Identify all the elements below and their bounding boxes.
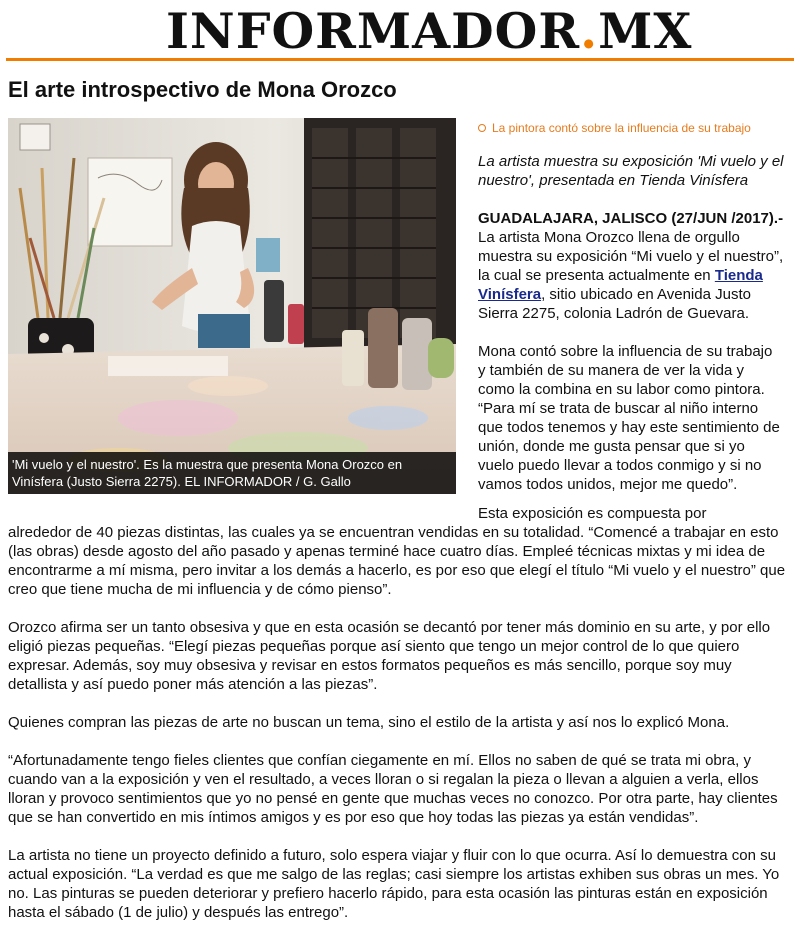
paragraph-1 xyxy=(478,209,784,323)
paragraph-6: “Afortunadamente tengo fieles clientes que confían ciegamente en mí. Ellos no saben de qué se trata mi obra, y cuando van a la exposición y ven el resultado, a veces lloran o si regalan la pieza o llevan a alguien a verla, ellos lloran y provoco sentimientos que yo no pensé en gente que muchas veces no conozco. Por otra parte, hay clientes que se han convertido en mis íntimos amigos y es por eso que hoy todas las piezas ya están vendidas”. xyxy=(8,752,778,826)
logo-main: INFORMADOR xyxy=(166,2,581,60)
paragraph-3-start: Esta exposición es compuesta por xyxy=(478,505,707,522)
paragraph-3 xyxy=(8,504,788,599)
article-sidebar-column xyxy=(478,120,784,494)
paragraph-3-rest: alrededor de 40 piezas distintas, las cuales ya se encuentran vendidas en su totalidad. “Comencé a trabajar en esto (las obras) desde agosto del año pasado y apenas terminé hace cuatro días. Empleé técnicas mixtas y mi idea de encontrarme a mí misma, pero invitar a los demás a hacerlo, es por eso que elegí el título “Mi vuelo y el nuestro” que creo que tiene mucha de mi influencia y de cómo pienso”. xyxy=(8,524,786,598)
logo-tld: MX xyxy=(598,2,693,60)
logo-dot: . xyxy=(580,2,599,60)
photo-caption: 'Mi vuelo y el nuestro'. Es la muestra que presenta Mona Orozco en Vinísfera (Justo Sierra 2275). EL INFORMADOR / G. Gallo xyxy=(8,452,456,494)
paragraph-5: Quienes compran las piezas de arte no buscan un tema, sino el estilo de la artista y así nos lo explicó Mona. xyxy=(8,714,730,731)
article-subtitle: La artista muestra su exposición 'Mi vuelo y el nuestro', presentada en Tienda Vinísfera xyxy=(478,153,784,189)
article-title: El arte introspectivo de Mona Orozco xyxy=(8,77,397,102)
related-link[interactable] xyxy=(478,120,784,136)
site-logo[interactable] xyxy=(166,4,692,58)
store-link[interactable]: Tienda Vinísfera xyxy=(478,267,763,303)
article-photo xyxy=(8,118,456,494)
paragraph-2: Mona contó sobre la influencia de su trabajo y también de su manera de ver la vida y como la combina en su labor como pintora. “Para mí se trata de buscar al niño interno que todos tenemos y hay este sentimiento de unión, donde me gusta pensar que si yo vuelo puedo llevar a todos conmigo y si no vamos todos unidos, mejor me quedo”. xyxy=(478,343,780,493)
masthead xyxy=(6,0,794,61)
paragraph-1-text-b: , sitio ubicado en Avenida Justo Sierra 2275, colonia Ladrón de Guevara. xyxy=(478,286,751,322)
dateline: GUADALAJARA, JALISCO (27/JUN /2017).- xyxy=(478,210,784,227)
paragraph-4: Orozco afirma ser un tanto obsesiva y que en esta ocasión se decantó por tener más dominio en su arte, y por ello eligió piezas pequeñas. “Elegí piezas pequeñas porque así siento que tengo un mejor control de lo que quiero expresar. Además, soy muy obsesiva y revisar en estos formatos pequeños es más sencillo, porque soy muy detallista y así puedo poner más atención a las piezas”. xyxy=(8,619,771,693)
article-body xyxy=(8,504,788,941)
paragraph-1-text-a: La artista Mona Orozco llena de orgullo muestra su exposición “Mi vuelo y el nuestro”, la cual se presenta actualmente en xyxy=(478,229,784,284)
bullet-ring-icon xyxy=(478,124,486,132)
photo-illustration xyxy=(8,118,456,494)
paragraph-7: La artista no tiene un proyecto definido a futuro, solo espera viajar y fluir con lo que ocurra. Así lo demuestra con su actual exposición. “La verdad es que me salgo de las reglas; casi siempre los artistas exhiben sus obras un mes. Yo no. Las pinturas se pueden deteriorar y prefiero hacerlo rápido, para esta ocasión las pinturas están en exposición hasta el sábado (1 de julio) y después las entrego”. xyxy=(8,847,780,921)
related-link-text[interactable]: La pintora contó sobre la influencia de su trabajo xyxy=(492,121,751,135)
